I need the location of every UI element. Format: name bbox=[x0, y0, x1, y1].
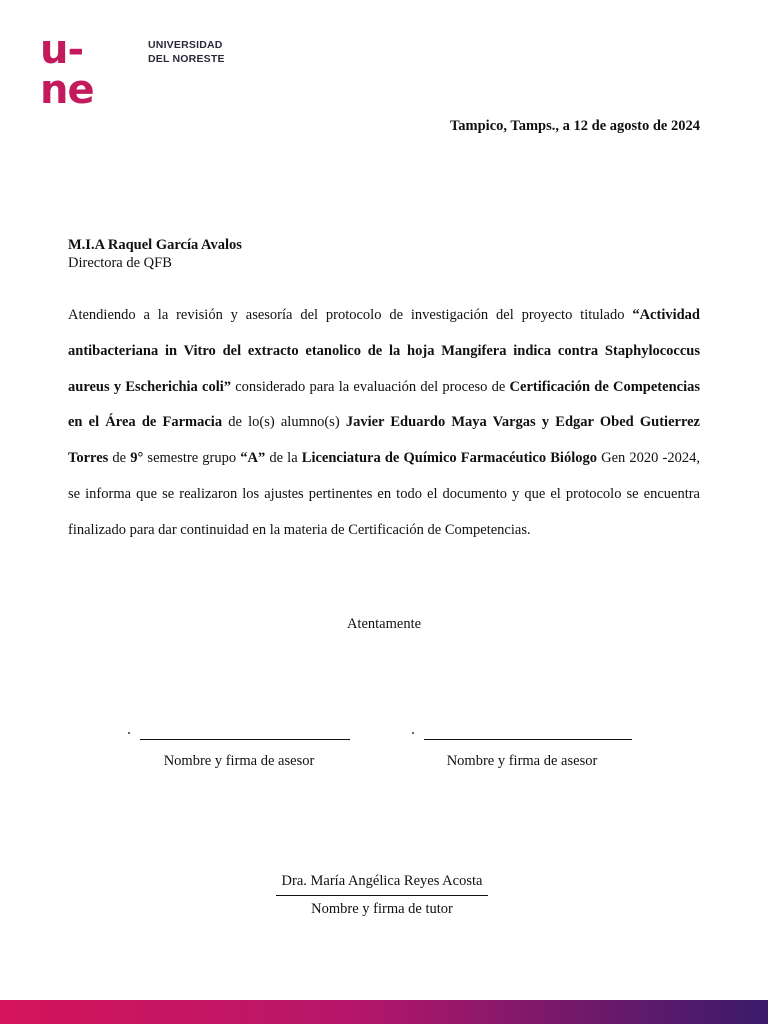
tutor-signature bbox=[276, 871, 488, 918]
project-title: “Actividad antibacteriana in Vitro del extracto etanolico de la hoja Mangifera indica contra Staphylococcus aureus y Escherichia coli” bbox=[68, 307, 700, 395]
recipient-block bbox=[68, 236, 242, 272]
footer-gradient-bar bbox=[0, 1000, 768, 1024]
body-text: considerado para la evaluación del proceso de bbox=[231, 378, 510, 395]
university-name bbox=[148, 38, 258, 66]
recipient-role: Directora de QFB bbox=[68, 255, 172, 271]
group: “A” bbox=[240, 450, 266, 467]
closing-text: Atentamente bbox=[346, 616, 422, 632]
university-name-line2: DEL NORESTE bbox=[148, 53, 225, 65]
body-text: de la bbox=[265, 450, 302, 467]
signature-label: Nombre y firma de asesor bbox=[446, 753, 598, 769]
signature-line bbox=[412, 727, 632, 741]
body-text: Atendiendo a la revisión y asesoría del protocolo de investigación del proyecto titulado bbox=[68, 307, 633, 323]
semester: 9° bbox=[130, 450, 144, 467]
body-text: semestre grupo bbox=[143, 450, 241, 467]
letter-body bbox=[68, 298, 700, 549]
degree-program: Licenciatura de Químico Farmacéutico Biólogo bbox=[301, 450, 597, 467]
university-name-line1: UNIVERSIDAD bbox=[148, 39, 223, 51]
signature-line bbox=[128, 727, 350, 741]
signature-label: Nombre y firma de asesor bbox=[163, 753, 315, 769]
body-text: de bbox=[108, 450, 131, 467]
tutor-label: Nombre y firma de tutor bbox=[311, 901, 453, 917]
advisor-signature-left bbox=[128, 727, 350, 770]
student-names: Javier Eduardo Maya Vargas y Edgar Obed Gutierrez Torres bbox=[68, 414, 700, 467]
body-text: de lo(s) alumno(s) bbox=[222, 414, 346, 431]
certification-area: Certificación de Competencias en el Área de Farmacia bbox=[68, 378, 700, 431]
recipient-name: M.I.A Raquel García Avalos bbox=[68, 237, 242, 253]
une-logo-mark: u-ne bbox=[40, 27, 94, 113]
body-text: Gen 2020 -2024, se informa que se realizaron los ajustes pertinentes en todo el documento y que el protocolo se encuentra finalizado para dar continuidad en la materia de Certificación de Competencias. bbox=[68, 450, 700, 538]
tutor-name: Dra. María Angélica Reyes Acosta bbox=[276, 871, 488, 896]
advisor-signature-right bbox=[412, 727, 632, 770]
letter-date: Tampico, Tamps., a 12 de agosto de 2024 bbox=[449, 118, 700, 134]
